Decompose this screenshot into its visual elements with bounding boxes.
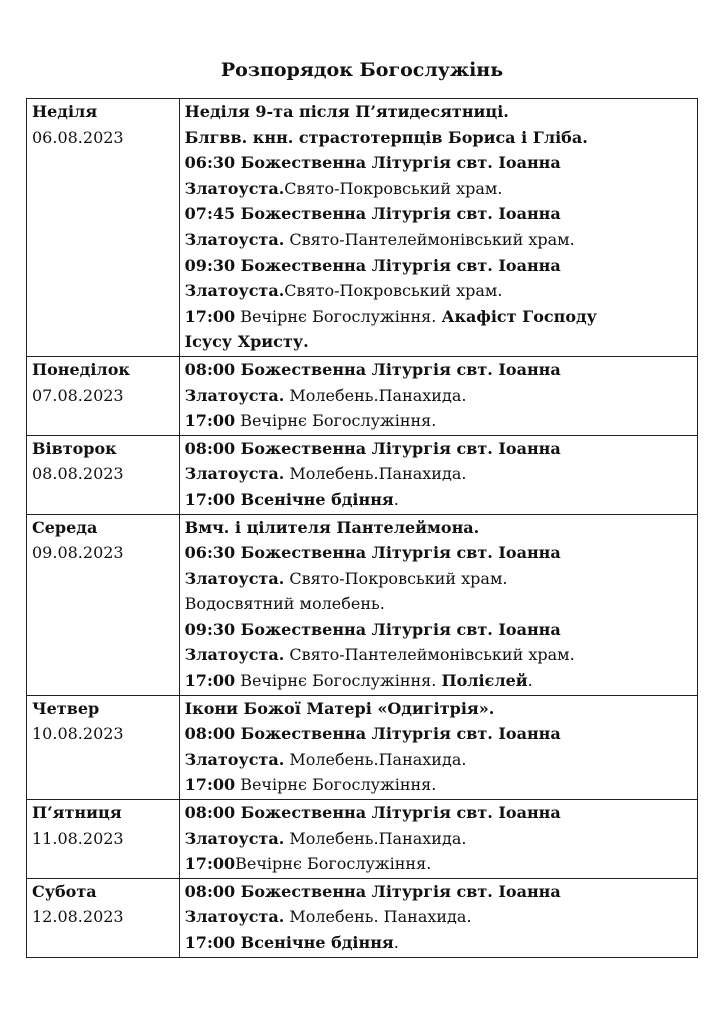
services-cell [179,356,697,435]
service-line [185,642,693,668]
service-text: . [393,933,399,952]
service-text-bold: 07:45 Божественна Літургія свт. Іоанна [184,204,561,224]
service-text-bold: 08:00 Божественна Літургія свт. Іоанна [184,359,561,379]
service-line [185,227,693,253]
service-line [185,772,693,798]
service-line [185,304,693,330]
schedule-row [27,695,698,799]
service-text-bold: Златоуста. [184,907,285,927]
service-text-bold: 17:00 Всенічне бдіння [184,489,394,509]
service-text-bold: Златоуста. [184,828,285,848]
service-text-bold: Полієлей [441,671,528,691]
service-line [185,176,693,202]
service-text-bold: 17:00 [184,411,236,431]
day-name: Четвер [32,698,100,718]
day-cell [27,356,180,435]
day-cell [27,878,180,957]
service-line [185,826,693,852]
schedule-row [27,99,698,357]
service-text-bold: 06:30 Божественна Літургія свт. Іоанна [184,153,561,173]
service-line [185,150,693,176]
service-text-bold: 17:00 [184,306,236,326]
service-text: Молебень.Панахида. [284,464,467,484]
service-text: Свято-Покровський храм. [284,281,503,301]
service-text: . [393,489,399,509]
services-cell [179,99,697,357]
services-cell [179,695,697,799]
service-line [185,461,693,487]
service-text-bold: Блгвв. кнн. страстотерпців Бориса і Гліба. [184,127,588,147]
service-text: Молебень. Панахида. [284,907,472,927]
day-date: 06.08.2023 [32,127,124,147]
service-text-bold: 17:00 [184,775,236,795]
page-title: Розпорядок Богослужінь [220,59,504,81]
service-text-bold: 08:00 Божественна Літургія свт. Іоанна [184,438,561,458]
service-line [185,879,693,905]
services-cell [179,878,697,957]
service-text: Молебень.Панахида. [284,749,467,769]
service-line [185,278,693,304]
service-text-bold: 17:00 [184,854,236,874]
service-text: Вечірнє Богослужіння. [235,411,437,431]
day-cell [27,514,180,695]
service-line [185,408,693,434]
service-text-bold: 06:30 Божественна Літургія свт. Іоанна [184,543,561,563]
service-line [185,253,693,279]
schedule-row [27,800,698,879]
service-line [185,540,693,566]
service-line [185,800,693,826]
day-date: 10.08.2023 [32,724,124,744]
day-cell [27,800,180,879]
service-text-bold: Златоуста. [184,281,285,301]
day-date: 11.08.2023 [32,828,124,848]
service-text-bold: 09:30 Божественна Літургія свт. Іоанна [184,255,561,275]
day-name: Субота [32,881,97,901]
service-text: Свято-Пантелеймонівський храм. [284,645,575,665]
service-line [185,904,693,930]
service-line [185,851,693,877]
service-text: Свято-Покровський храм. [284,568,508,588]
service-text: Свято-Пантелеймонівський храм. [284,229,575,249]
service-text-bold: 17:00 [184,671,236,691]
service-text-bold: 09:30 Божественна Літургія свт. Іоанна [184,619,561,639]
service-text: . [527,671,533,691]
service-line [185,436,693,462]
day-date: 07.08.2023 [32,385,124,405]
service-text-bold: Златоуста. [184,178,285,198]
service-text: Вечірнє Богослужіння. [235,306,442,326]
service-line [185,383,693,409]
service-line [185,329,693,355]
service-text-bold: Златоуста. [184,464,285,484]
service-text-bold: Златоуста. [184,229,285,249]
service-text-bold: Неділя 9-та після П’ятидесятниці. [184,102,509,121]
schedule-table [26,98,698,958]
service-line [185,747,693,773]
service-text: Молебень.Панахида. [284,385,467,405]
service-text-bold: Златоуста. [184,385,285,405]
day-cell [27,435,180,514]
service-line [185,99,693,125]
service-text-bold: Акафіст Господу [441,306,597,326]
service-line [185,721,693,747]
service-line [185,591,693,617]
schedule-row [27,878,698,957]
day-date: 09.08.2023 [32,543,124,563]
service-text-bold: 08:00 Божественна Літургія свт. Іоанна [184,724,561,744]
service-line [185,617,693,643]
service-text-bold: Златоуста. [184,749,285,769]
service-text-bold: 08:00 Божественна Літургія свт. Іоанна [184,803,561,823]
day-name: Понеділок [32,359,130,379]
service-line [185,125,693,151]
service-text-bold: Златоуста. [184,568,285,588]
services-cell [179,435,697,514]
services-cell [179,800,697,879]
service-text-bold: Ісусу Христу. [184,332,309,352]
service-text: Вечірнє Богослужіння. [235,671,442,691]
service-text-bold: 08:00 Божественна Літургія свт. Іоанна [184,881,561,901]
day-name: Вівторок [32,438,117,458]
service-text: Вечірнє Богослужіння. [235,854,432,874]
service-line [185,696,693,722]
day-name: Неділя [32,102,98,121]
schedule-row [27,514,698,695]
day-name: П‘ятниця [32,803,122,823]
service-text-bold: Ікони Божої Матері «Одигітрія». [184,698,495,718]
day-name: Середа [32,517,98,537]
service-line [185,515,693,541]
service-text: Свято-Покровський храм. [284,178,503,198]
day-date: 08.08.2023 [32,464,124,484]
schedule-body [27,99,698,958]
service-line [185,930,693,956]
day-cell [27,695,180,799]
schedule-row [27,356,698,435]
service-text-bold: Златоуста. [184,645,285,665]
service-line [185,487,693,513]
day-cell [27,99,180,357]
service-text: Водосвятний молебень. [184,594,385,614]
service-text: Молебень.Панахида. [284,828,467,848]
day-date: 12.08.2023 [32,907,124,927]
service-text: Вечірнє Богослужіння. [235,775,437,795]
service-text-bold: 17:00 Всенічне бдіння [184,933,394,952]
schedule-row [27,435,698,514]
service-line [185,668,693,694]
service-line [185,201,693,227]
service-line [185,566,693,592]
services-cell [179,514,697,695]
service-text-bold: Вмч. і цілителя Пантелеймона. [184,517,480,537]
service-line [185,357,693,383]
